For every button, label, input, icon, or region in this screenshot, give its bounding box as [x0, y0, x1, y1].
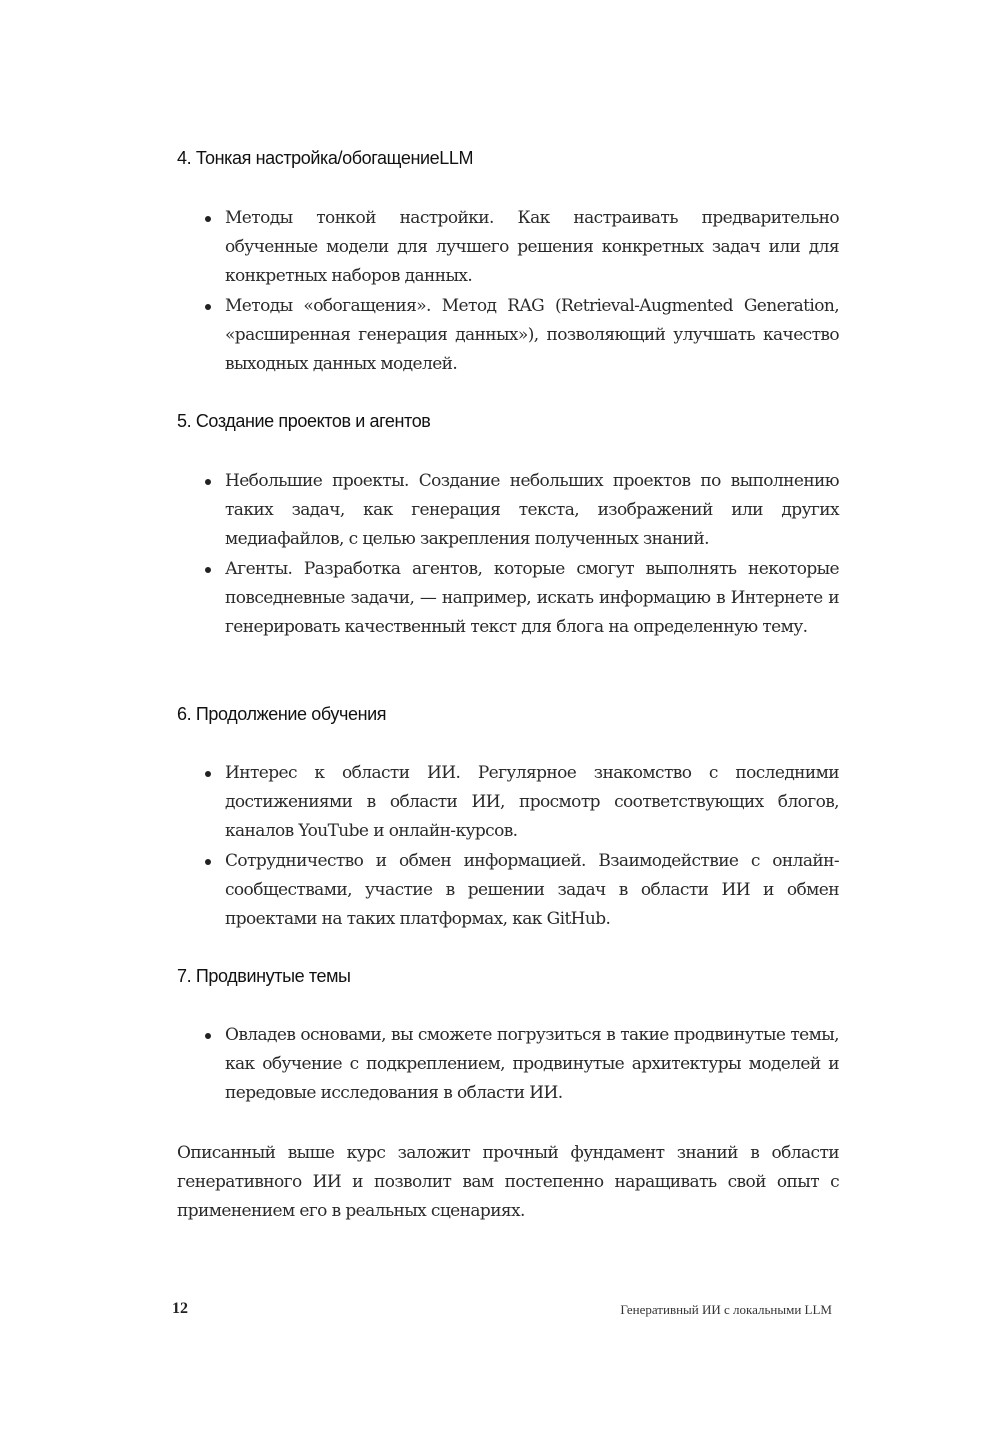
list-item — [177, 555, 839, 643]
bullet-icon — [205, 1033, 211, 1039]
list-item — [177, 759, 839, 847]
list-item-text: Агенты. Разработка агентов, которые смогут выполнять некоторые повседневные задачи, — например, искать информацию в Интернете и генерировать качественный текст для блога на определенную тему. — [225, 558, 839, 638]
running-footer-title: Генеративный ИИ с локальными LLM — [620, 1302, 832, 1317]
bullet-icon — [205, 771, 211, 777]
bullet-list-fine-tuning — [177, 204, 839, 379]
list-item-text: Методы «обогащения». Метод RAG (Retrieval-Augmented Generation, «расширенная генерация данных»), позволяющий улучшать качество выходных данных моделей. — [225, 295, 839, 375]
section-heading-projects-agents: 5. Создание проектов и агентов — [177, 411, 431, 431]
bullet-icon — [205, 479, 211, 485]
list-item — [177, 292, 839, 380]
list-item-text: Интерес к области ИИ. Регулярное знакомство с последними достижениями в области ИИ, просмотр соответствующих блогов, каналов YouTube и онлайн-курсов. — [225, 763, 839, 842]
section-heading-continued-learning: 6. Продолжение обучения — [177, 704, 387, 724]
bullet-list-projects-agents — [177, 467, 839, 642]
list-item-text: Сотрудничество и обмен информацией. Взаимодействие с онлайн-сообществами, участие в решении задач в области ИИ и обмен проектами на таких платформах, как GitHub. — [225, 850, 839, 930]
list-item-text: Небольшие проекты. Создание небольших проектов по выполнению таких задач, как генерация текста, изображений или других медиафайлов, с целью закрепления полученных знаний. — [225, 471, 839, 550]
bullet-icon — [205, 859, 211, 865]
section-heading-fine-tuning: 4. Тонкая настройка/обогащениеLLM — [177, 148, 474, 168]
list-item — [177, 467, 839, 555]
list-item — [177, 1021, 839, 1109]
bullet-list-advanced-topics — [177, 1021, 839, 1109]
page-number: 12 — [172, 1300, 188, 1317]
bullet-icon — [205, 567, 211, 573]
bullet-icon — [205, 304, 211, 310]
bullet-list-continued-learning — [177, 759, 839, 934]
list-item-text: Методы тонкой настройки. Как настраивать предварительно обученные модели для лучшего решения конкретных задач или для конкретных наборов данных. — [225, 208, 839, 287]
list-item — [177, 847, 839, 935]
list-item-text: Овладев основами, вы сможете погрузиться в такие продвинутые темы, как обучение с подкреплением, продвинутые архитектуры моделей и передовые исследования в области ИИ. — [225, 1025, 839, 1104]
conclusion-paragraph: Описанный выше курс заложит прочный фундамент знаний в области генеративного ИИ и позволит вам постепенно наращивать свой опыт с применением его в реальных сценариях. — [177, 1143, 839, 1222]
section-heading-advanced-topics: 7. Продвинутые темы — [177, 966, 351, 986]
list-item — [177, 204, 839, 292]
bullet-icon — [205, 216, 211, 222]
